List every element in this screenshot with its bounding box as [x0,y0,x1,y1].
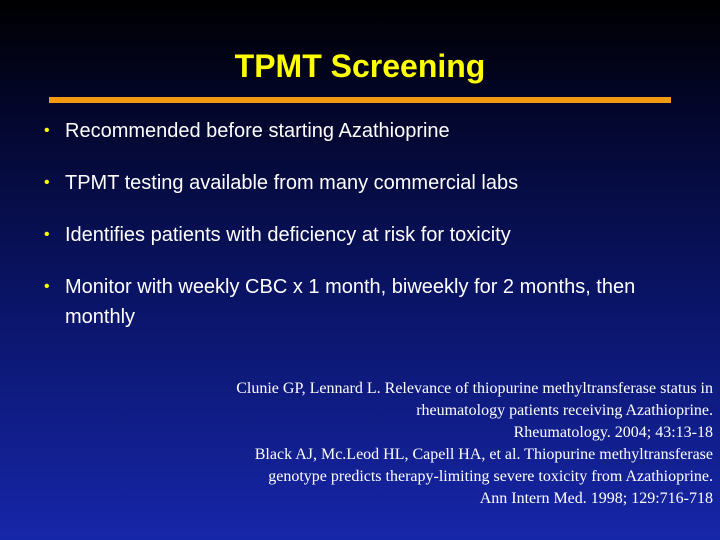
bullet-item [44,168,684,198]
bullet-dot-icon: • [44,122,50,139]
references [113,378,713,510]
title-underline [49,97,671,103]
reference-line: Black AJ, Mc.Leod HL, Capell HA, et al. Thiopurine methyltransferase [254,446,713,463]
bullet-dot-icon: • [44,174,50,191]
bullet-dot-icon: • [44,226,50,243]
reference-line: rheumatology patients receiving Azathioprine. [416,402,713,419]
reference-line: Ann Intern Med. 1998; 129:716-718 [479,490,713,507]
reference-line: genotype predicts therapy-limiting severe toxicity from Azathioprine. [268,468,713,485]
bullet-item [44,272,684,332]
bullet-dot-icon: • [44,278,50,295]
bullet-text: TPMT testing available from many commercial labs [65,172,519,194]
bullet-text: Recommended before starting Azathioprine [65,120,450,142]
bullet-list [44,116,684,354]
bullet-text: Monitor with weekly CBC x 1 month, biweekly for 2 months, then monthly [65,276,636,328]
slide-title: TPMT Screening [234,48,486,84]
bullet-item [44,116,684,146]
bullet-text: Identifies patients with deficiency at risk for toxicity [65,224,511,246]
reference-line: Rheumatology. 2004; 43:13-18 [513,424,713,441]
bullet-item [44,220,684,250]
reference-line: Clunie GP, Lennard L. Relevance of thiopurine methyltransferase status in [236,380,713,397]
